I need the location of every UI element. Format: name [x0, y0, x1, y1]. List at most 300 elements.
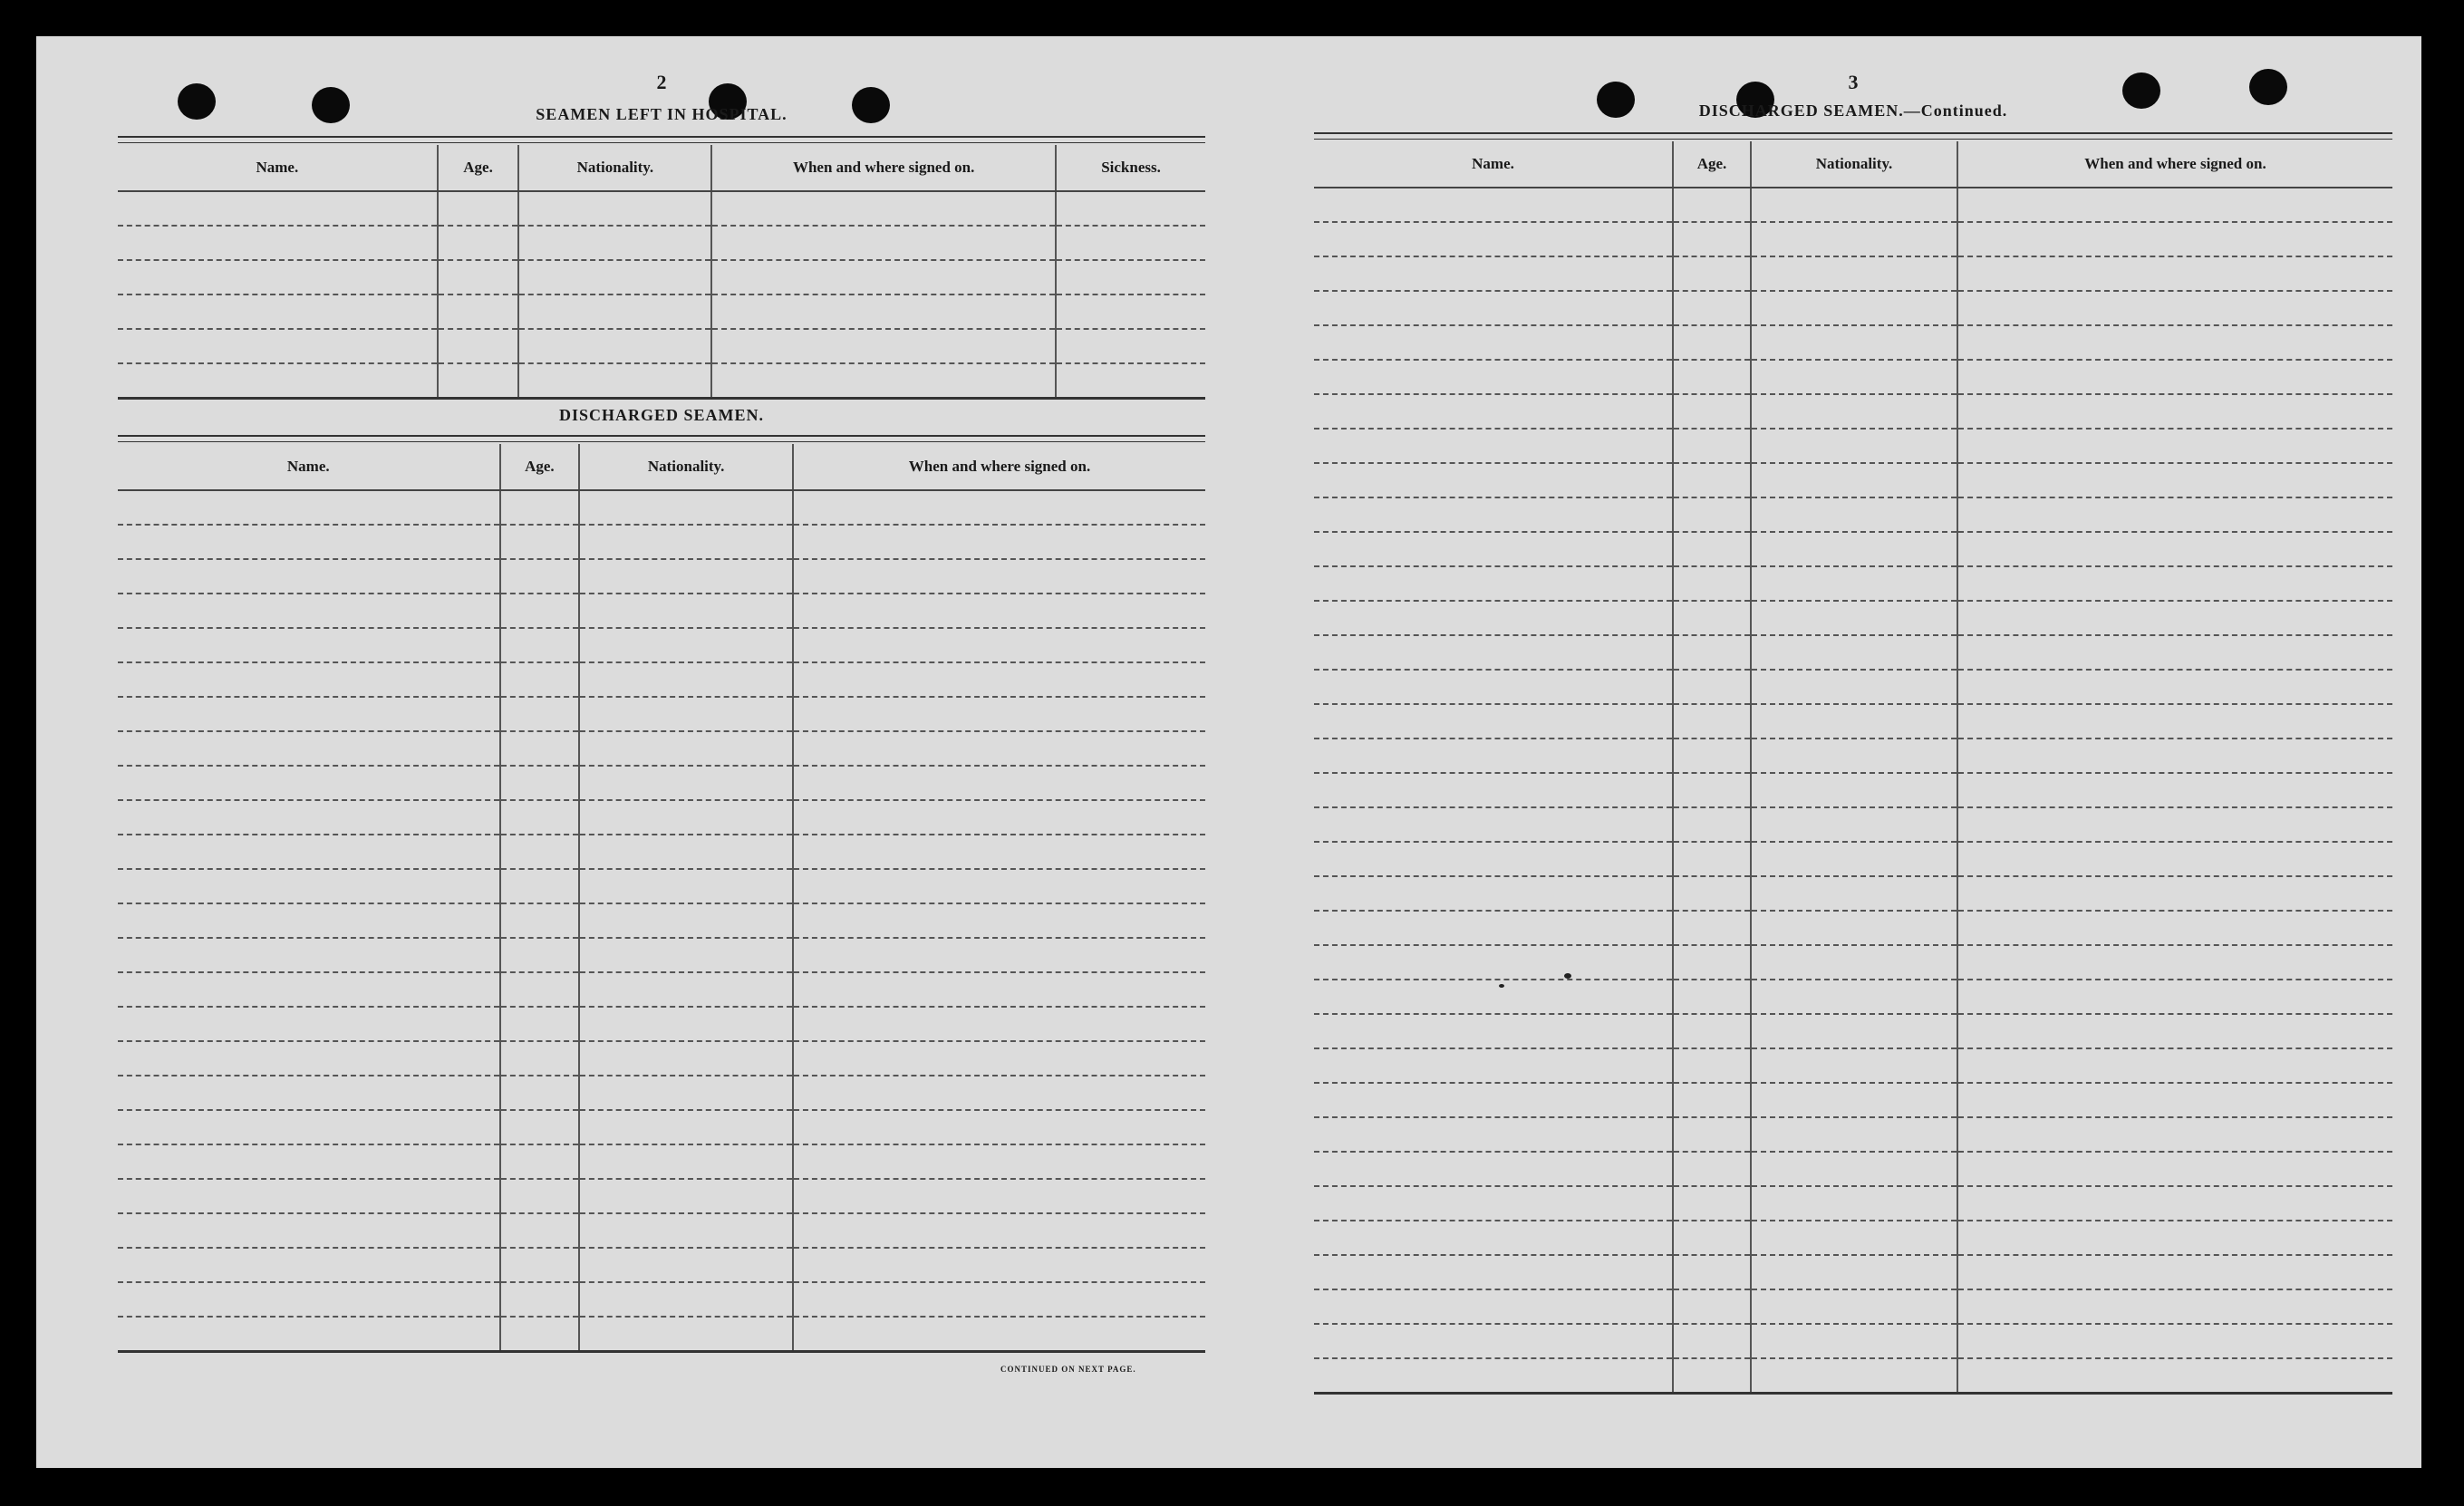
blank-entry-cell — [793, 1076, 1205, 1110]
table-row — [1314, 1117, 2392, 1152]
blank-entry-cell — [1673, 497, 1751, 532]
blank-entry-cell — [118, 628, 500, 662]
blank-entry-cell — [118, 697, 500, 731]
blank-entry-cell — [793, 1213, 1205, 1248]
blank-entry-cell — [1314, 291, 1673, 325]
blank-entry-cell — [1957, 601, 2392, 635]
blank-entry-cell — [793, 628, 1205, 662]
blank-entry-cell — [1751, 1186, 1957, 1221]
blank-entry-cell — [1751, 1117, 1957, 1152]
table-row — [118, 903, 1205, 938]
left-page — [118, 36, 1205, 1468]
blank-entry-cell — [500, 490, 580, 525]
table-row — [1314, 876, 2392, 911]
blank-entry-cell — [1673, 842, 1751, 876]
blank-entry-cell — [1314, 429, 1673, 463]
table-row — [118, 1317, 1205, 1352]
blank-entry-cell — [1673, 463, 1751, 497]
blank-entry-cell — [1751, 842, 1957, 876]
blank-entry-cell — [500, 800, 580, 835]
title-rule — [118, 136, 1205, 143]
blank-entry-cell — [1673, 1324, 1751, 1358]
blank-entry-cell — [1751, 1152, 1957, 1186]
blank-entry-cell — [1673, 773, 1751, 807]
table-row — [118, 1007, 1205, 1041]
blank-entry-cell — [438, 363, 519, 399]
blank-entry-cell — [1751, 256, 1957, 291]
blank-entry-cell — [1751, 773, 1957, 807]
table-row — [1314, 773, 2392, 807]
hospital-section-title: SEAMEN LEFT IN HOSPITAL. — [536, 105, 788, 123]
table-row — [1314, 911, 2392, 945]
blank-entry-cell — [711, 363, 1056, 399]
blank-entry-cell — [500, 697, 580, 731]
blank-entry-cell — [118, 1282, 500, 1317]
table-row — [118, 363, 1205, 399]
blank-entry-cell — [579, 938, 793, 972]
table-row — [1314, 842, 2392, 876]
blank-entry-cell — [711, 329, 1056, 363]
blank-entry-cell — [1957, 773, 2392, 807]
blank-entry-cell — [1957, 497, 2392, 532]
blank-entry-cell — [1957, 291, 2392, 325]
blank-entry-cell — [1314, 256, 1673, 291]
blank-entry-cell — [1957, 807, 2392, 842]
continued-table — [1314, 141, 2392, 1395]
blank-entry-cell — [1314, 1152, 1673, 1186]
blank-entry-cell — [793, 835, 1205, 869]
table-row — [1314, 497, 2392, 532]
blank-entry-cell — [579, 1317, 793, 1352]
table-row — [118, 662, 1205, 697]
blank-entry-cell — [711, 226, 1056, 260]
blank-entry-cell — [118, 294, 438, 329]
blank-entry-cell — [438, 329, 519, 363]
blank-entry-cell — [1957, 256, 2392, 291]
blank-entry-cell — [118, 972, 500, 1007]
blank-entry-cell — [1751, 601, 1957, 635]
discharged-section-title: DISCHARGED SEAMEN. — [558, 406, 765, 424]
blank-entry-cell — [579, 594, 793, 628]
table-row — [118, 972, 1205, 1007]
table-row — [118, 525, 1205, 559]
blank-entry-cell — [118, 869, 500, 903]
blank-entry-cell — [1314, 807, 1673, 842]
blank-entry-cell — [1751, 1324, 1957, 1358]
blank-entry-cell — [1751, 911, 1957, 945]
blank-entry-cell — [500, 1282, 580, 1317]
blank-entry-cell — [1314, 1117, 1673, 1152]
table-row — [1314, 807, 2392, 842]
blank-entry-cell — [579, 972, 793, 1007]
table-row — [118, 938, 1205, 972]
table-row — [118, 294, 1205, 329]
blank-entry-cell — [1673, 945, 1751, 980]
blank-entry-cell — [793, 938, 1205, 972]
table-row — [118, 226, 1205, 260]
blank-entry-cell — [1056, 226, 1205, 260]
blank-entry-cell — [118, 800, 500, 835]
blank-entry-cell — [711, 294, 1056, 329]
continued-section-title: DISCHARGED SEAMEN.—Continued. — [1698, 101, 2008, 120]
blank-entry-cell — [518, 191, 711, 226]
blank-entry-cell — [1957, 739, 2392, 773]
blank-entry-cell — [1751, 1358, 1957, 1394]
blank-entry-cell — [1314, 911, 1673, 945]
discharged-table — [118, 444, 1205, 1353]
blank-entry-cell — [500, 628, 580, 662]
table-row — [1314, 1048, 2392, 1083]
blank-entry-cell — [1751, 670, 1957, 704]
blank-entry-cell — [793, 731, 1205, 766]
blank-entry-cell — [1673, 1083, 1751, 1117]
table-row — [1314, 291, 2392, 325]
table-row — [1314, 325, 2392, 360]
table-row — [1314, 1255, 2392, 1289]
blank-entry-cell — [1673, 704, 1751, 739]
blank-entry-cell — [118, 363, 438, 399]
blank-entry-cell — [793, 869, 1205, 903]
blank-entry-cell — [793, 972, 1205, 1007]
blank-entry-cell — [1314, 1014, 1673, 1048]
blank-entry-cell — [118, 1213, 500, 1248]
blank-entry-cell — [518, 329, 711, 363]
table-row — [118, 1213, 1205, 1248]
hospital-table — [118, 145, 1205, 400]
blank-entry-cell — [793, 490, 1205, 525]
blank-entry-cell — [118, 525, 500, 559]
blank-entry-cell — [118, 226, 438, 260]
blank-entry-cell — [1673, 670, 1751, 704]
blank-entry-cell — [1751, 704, 1957, 739]
blank-entry-cell — [500, 1144, 580, 1179]
blank-entry-cell — [1751, 566, 1957, 601]
blank-entry-cell — [438, 226, 519, 260]
blank-entry-cell — [118, 559, 500, 594]
blank-entry-cell — [793, 1007, 1205, 1041]
blank-entry-cell — [1751, 429, 1957, 463]
table-row — [118, 260, 1205, 294]
blank-entry-cell — [1957, 1117, 2392, 1152]
blank-entry-cell — [1957, 222, 2392, 256]
blank-entry-cell — [579, 525, 793, 559]
table-row — [1314, 360, 2392, 394]
blank-entry-cell — [500, 1007, 580, 1041]
blank-entry-cell — [1314, 704, 1673, 739]
blank-entry-cell — [118, 1007, 500, 1041]
blank-entry-cell — [579, 903, 793, 938]
blank-entry-cell — [1751, 394, 1957, 429]
blank-entry-cell — [1673, 1152, 1751, 1186]
blank-entry-cell — [579, 1282, 793, 1317]
table-row — [118, 1110, 1205, 1144]
blank-entry-cell — [1673, 980, 1751, 1014]
blank-entry-cell — [1673, 739, 1751, 773]
blank-entry-cell — [1314, 222, 1673, 256]
continued-header-row — [1314, 141, 2392, 188]
blank-entry-cell — [1673, 1289, 1751, 1324]
blank-entry-cell — [1673, 325, 1751, 360]
page-number: 2 — [656, 71, 667, 93]
blank-entry-cell — [500, 1110, 580, 1144]
table-row — [1314, 980, 2392, 1014]
blank-entry-cell — [1314, 1083, 1673, 1117]
blank-entry-cell — [1957, 1083, 2392, 1117]
column-header: Age. — [500, 444, 580, 490]
blank-entry-cell — [118, 191, 438, 226]
blank-entry-cell — [1314, 463, 1673, 497]
table-row — [1314, 532, 2392, 566]
blank-entry-cell — [1314, 601, 1673, 635]
table-row — [1314, 635, 2392, 670]
blank-entry-cell — [1314, 945, 1673, 980]
blank-entry-cell — [118, 329, 438, 363]
blank-entry-cell — [500, 1248, 580, 1282]
column-header: Nationality. — [579, 444, 793, 490]
blank-entry-cell — [118, 260, 438, 294]
table-row — [1314, 429, 2392, 463]
blank-entry-cell — [1673, 876, 1751, 911]
table-row — [118, 490, 1205, 525]
discharged-header-row — [118, 444, 1205, 490]
blank-entry-cell — [793, 766, 1205, 800]
blank-entry-cell — [1751, 1083, 1957, 1117]
blank-entry-cell — [500, 835, 580, 869]
blank-entry-cell — [118, 835, 500, 869]
column-header: Age. — [438, 145, 519, 191]
blank-entry-cell — [1751, 532, 1957, 566]
blank-entry-cell — [1751, 291, 1957, 325]
blank-entry-cell — [1056, 294, 1205, 329]
blank-entry-cell — [1751, 1048, 1957, 1083]
blank-entry-cell — [1314, 566, 1673, 601]
blank-entry-cell — [579, 1110, 793, 1144]
blank-entry-cell — [1957, 463, 2392, 497]
blank-entry-cell — [1673, 911, 1751, 945]
blank-entry-cell — [1314, 1324, 1673, 1358]
blank-entry-cell — [1957, 945, 2392, 980]
hospital-header-row — [118, 145, 1205, 191]
column-header: Nationality. — [1751, 141, 1957, 188]
blank-entry-cell — [1314, 1221, 1673, 1255]
blank-entry-cell — [1056, 363, 1205, 399]
table-row — [1314, 256, 2392, 291]
blank-entry-cell — [118, 1076, 500, 1110]
blank-entry-cell — [1751, 876, 1957, 911]
blank-entry-cell — [1673, 222, 1751, 256]
table-row — [1314, 739, 2392, 773]
blank-entry-cell — [579, 1007, 793, 1041]
blank-entry-cell — [118, 1317, 500, 1352]
blank-entry-cell — [1673, 1014, 1751, 1048]
blank-entry-cell — [1957, 1289, 2392, 1324]
blank-entry-cell — [118, 1041, 500, 1076]
blank-entry-cell — [1314, 635, 1673, 670]
blank-entry-cell — [118, 1110, 500, 1144]
blank-entry-cell — [1314, 670, 1673, 704]
blank-entry-cell — [579, 766, 793, 800]
blank-entry-cell — [1957, 1048, 2392, 1083]
blank-entry-cell — [500, 903, 580, 938]
table-row — [1314, 1221, 2392, 1255]
blank-entry-cell — [1314, 1048, 1673, 1083]
table-row — [118, 731, 1205, 766]
table-row — [1314, 601, 2392, 635]
table-row — [1314, 394, 2392, 429]
blank-entry-cell — [579, 1213, 793, 1248]
blank-entry-cell — [1314, 360, 1673, 394]
blank-entry-cell — [500, 1076, 580, 1110]
blank-entry-cell — [1751, 980, 1957, 1014]
blank-entry-cell — [1957, 532, 2392, 566]
table-row — [1314, 463, 2392, 497]
blank-entry-cell — [1314, 842, 1673, 876]
blank-entry-cell — [1673, 188, 1751, 222]
table-row — [1314, 1186, 2392, 1221]
blank-entry-cell — [1314, 739, 1673, 773]
blank-entry-cell — [1314, 773, 1673, 807]
table-row — [118, 628, 1205, 662]
blank-entry-cell — [500, 1317, 580, 1352]
blank-entry-cell — [500, 766, 580, 800]
blank-entry-cell — [579, 697, 793, 731]
blank-entry-cell — [438, 260, 519, 294]
blank-entry-cell — [500, 938, 580, 972]
blank-entry-cell — [1673, 291, 1751, 325]
blank-entry-cell — [579, 1248, 793, 1282]
blank-entry-cell — [1751, 188, 1957, 222]
blank-entry-cell — [438, 294, 519, 329]
blank-entry-cell — [518, 363, 711, 399]
blank-entry-cell — [1751, 360, 1957, 394]
table-row — [118, 594, 1205, 628]
column-header: When and where signed on. — [711, 145, 1056, 191]
blank-entry-cell — [793, 662, 1205, 697]
blank-entry-cell — [1673, 1117, 1751, 1152]
column-header: Name. — [118, 145, 438, 191]
table-row — [118, 191, 1205, 226]
blank-entry-cell — [118, 594, 500, 628]
table-row — [118, 329, 1205, 363]
table-row — [118, 697, 1205, 731]
table-row — [118, 869, 1205, 903]
blank-entry-cell — [500, 972, 580, 1007]
blank-entry-cell — [1056, 260, 1205, 294]
blank-entry-cell — [1751, 635, 1957, 670]
table-row — [118, 1282, 1205, 1317]
table-row — [1314, 222, 2392, 256]
blank-entry-cell — [1957, 911, 2392, 945]
blank-entry-cell — [793, 1110, 1205, 1144]
blank-entry-cell — [711, 260, 1056, 294]
blank-entry-cell — [1957, 876, 2392, 911]
column-header: Name. — [1314, 141, 1673, 188]
blank-entry-cell — [500, 1041, 580, 1076]
blank-entry-cell — [1751, 222, 1957, 256]
blank-entry-cell — [1673, 635, 1751, 670]
blank-entry-cell — [1751, 945, 1957, 980]
blank-entry-cell — [579, 1041, 793, 1076]
blank-entry-cell — [1314, 325, 1673, 360]
table-row — [118, 800, 1205, 835]
blank-entry-cell — [500, 559, 580, 594]
column-header: When and where signed on. — [793, 444, 1205, 490]
blank-entry-cell — [1673, 1358, 1751, 1394]
blank-entry-cell — [118, 731, 500, 766]
blank-entry-cell — [1751, 807, 1957, 842]
blank-entry-cell — [118, 1144, 500, 1179]
continued-note: CONTINUED ON NEXT PAGE. — [1000, 1365, 1136, 1374]
blank-entry-cell — [1751, 463, 1957, 497]
blank-entry-cell — [118, 1248, 500, 1282]
table-row — [118, 1179, 1205, 1213]
blank-entry-cell — [1314, 1186, 1673, 1221]
blank-entry-cell — [1314, 1358, 1673, 1394]
blank-entry-cell — [793, 1317, 1205, 1352]
blank-entry-cell — [1314, 532, 1673, 566]
blank-entry-cell — [1673, 394, 1751, 429]
blank-entry-cell — [793, 1179, 1205, 1213]
table-row — [118, 1041, 1205, 1076]
blank-entry-cell — [1751, 497, 1957, 532]
blank-entry-cell — [579, 731, 793, 766]
blank-entry-cell — [118, 490, 500, 525]
blank-entry-cell — [1314, 188, 1673, 222]
blank-entry-cell — [1957, 704, 2392, 739]
blank-entry-cell — [1957, 1221, 2392, 1255]
table-row — [118, 1076, 1205, 1110]
blank-entry-cell — [1314, 876, 1673, 911]
blank-entry-cell — [1673, 601, 1751, 635]
blank-entry-cell — [1957, 394, 2392, 429]
ink-speck — [1499, 984, 1504, 988]
blank-entry-cell — [1673, 566, 1751, 601]
table-row — [118, 559, 1205, 594]
blank-entry-cell — [500, 1179, 580, 1213]
blank-entry-cell — [793, 800, 1205, 835]
table-row — [1314, 1083, 2392, 1117]
blank-entry-cell — [711, 191, 1056, 226]
blank-entry-cell — [1957, 429, 2392, 463]
blank-entry-cell — [1673, 429, 1751, 463]
blank-entry-cell — [1673, 1186, 1751, 1221]
blank-entry-cell — [793, 1041, 1205, 1076]
blank-entry-cell — [1957, 1186, 2392, 1221]
blank-entry-cell — [1957, 325, 2392, 360]
table-row — [1314, 1289, 2392, 1324]
blank-entry-cell — [518, 226, 711, 260]
blank-entry-cell — [1957, 188, 2392, 222]
blank-entry-cell — [1957, 1358, 2392, 1394]
blank-entry-cell — [1673, 807, 1751, 842]
blank-entry-cell — [579, 835, 793, 869]
blank-entry-cell — [579, 1144, 793, 1179]
blank-entry-cell — [1751, 1289, 1957, 1324]
column-header: When and where signed on. — [1957, 141, 2392, 188]
form-sheet — [36, 36, 2421, 1468]
ink-speck — [1564, 973, 1571, 979]
table-row — [1314, 704, 2392, 739]
blank-entry-cell — [579, 800, 793, 835]
blank-entry-cell — [579, 490, 793, 525]
blank-entry-cell — [500, 662, 580, 697]
title-rule — [118, 435, 1205, 442]
blank-entry-cell — [579, 1179, 793, 1213]
blank-entry-cell — [118, 766, 500, 800]
blank-entry-cell — [1314, 1255, 1673, 1289]
blank-entry-cell — [500, 731, 580, 766]
blank-entry-cell — [1957, 635, 2392, 670]
